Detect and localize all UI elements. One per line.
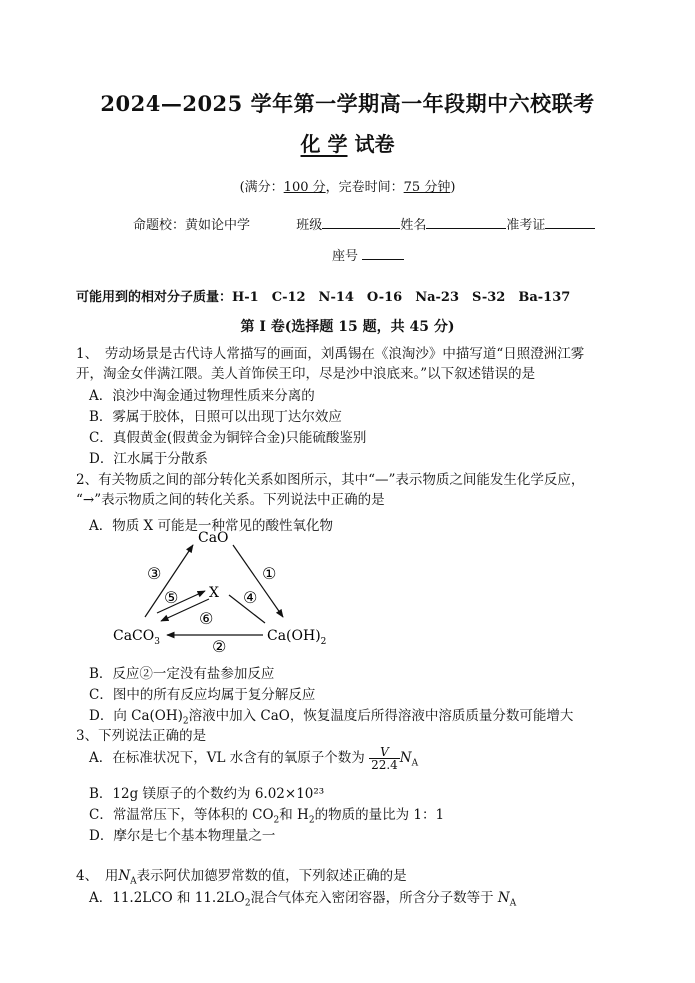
score-mid: ，完卷时间： [325,180,404,195]
label-caoh2: $Ca(OH)_2$ [267,628,327,647]
q2-option-a[interactable]: A．物质 X 可能是一种常见的酸性氧化物 [89,518,333,534]
num-6: ⑥ [199,609,214,628]
class-field[interactable] [322,216,400,229]
seat-line [332,245,404,264]
name-field[interactable] [426,216,506,229]
q4-stem: 4、 用$N_A$表示阿伏加德罗常数的值，下列叙述正确的是 [76,868,407,887]
q4-option-a[interactable]: A．11.2LCO 和 $11.2LO_2$混合气体充入密闭容器，所含分子数等于 $N_A$ [89,890,517,909]
q3-option-c[interactable]: C．常温常压下，等体积的 $CO_2$和 $H_2$的物质的量比为 1：1 [89,807,445,826]
q2-option-d[interactable]: D．向 $Ca(OH)_2$溶液中加入 CaO，恢复温度后所得溶液中溶质质量分数可能增大 [89,708,574,727]
school-label: 命题校：黄如论中学 [133,218,251,233]
num-3: ③ [147,564,162,583]
fraction: $\frac{V}{22.4}$ [371,745,398,772]
exam-id-label: 准考证 [506,218,546,233]
q2-stem-line2: “→”表示物质之间的转化关系。下列说法中正确的是 [76,492,385,508]
q3-stem: 3、下列说法正确的是 [76,728,207,744]
section-title: 第 I 卷(选择题 15 题，共 45 分) [240,319,455,335]
exam-title: 2024—2025 学年第一学期高一年段期中六校联考 [100,91,595,116]
q1-option-d[interactable]: D．江水属于分散系 [89,451,208,467]
num-1: ① [262,564,277,583]
q2-option-c[interactable]: C．图中的所有反应均属于复分解反应 [89,687,316,703]
name-label: 姓名 [400,218,427,233]
label-caco3: CaCO$_3$ [113,628,160,647]
q1-option-b[interactable]: B．雾属于胶体，日照可以出现丁达尔效应 [89,409,342,425]
q3-option-a[interactable]: A．在标准状况下，VL 水含有的氧原子个数为 $\frac{V}{22.4}$ $N_A$ [89,745,419,772]
q1-stem-line1: 1、 劳动场景是古代诗人常描写的画面，刘禹锡在《浪淘沙》中描写道“日照澄洲江雾 [76,346,585,362]
conversion-diagram [105,525,345,655]
subject-suffix: 试卷 [347,132,395,156]
q3-option-d[interactable]: D．摩尔是七个基本物理量之一 [89,828,276,844]
exam-id-field[interactable] [545,216,595,229]
q1-stem-line2: 开，淘金女伴满江隈。美人首饰侯王印，尽是沙中浪底来。”以下叙述错误的是 [76,366,536,382]
seat-label: 座号 [332,249,359,264]
class-label: 班级 [296,218,323,233]
exam-time: 75 分钟 [403,180,451,195]
label-x: X [209,585,219,601]
q3-option-b[interactable]: B．12g 镁原子的个数约为 6.02×10²³ [89,786,325,802]
num-5: ⑤ [164,588,179,607]
atomic-masses: 可能用到的相对分子质量：H-1 C-12 N-14 O-16 Na-23 S-32 Ba-137 [76,290,571,305]
full-score: 100 分 [283,180,326,195]
score-time-line [0,176,695,195]
q1-option-a[interactable]: A．浪沙中淘金通过物理性质来分离的 [89,388,315,404]
q2-option-b[interactable]: B．反应②一定没有盐参加反应 [89,666,275,682]
score-prefix: (满分： [239,180,284,195]
info-line [133,214,595,233]
subject-name: 化 学 [300,132,348,156]
score-suffix: ) [450,180,456,195]
q1-option-c[interactable]: C．真假黄金(假黄金为铜锌合金)只能硫酸鉴别 [89,430,367,446]
q2-stem-line1: 2、有关物质之间的部分转化关系如图所示，其中“—”表示物质之间能发生化学反应， [76,472,585,488]
exam-subject [0,128,695,157]
label-cao: CaO [198,530,229,546]
num-2: ② [212,637,227,655]
num-4: ④ [243,588,258,607]
seat-field[interactable] [362,247,404,260]
